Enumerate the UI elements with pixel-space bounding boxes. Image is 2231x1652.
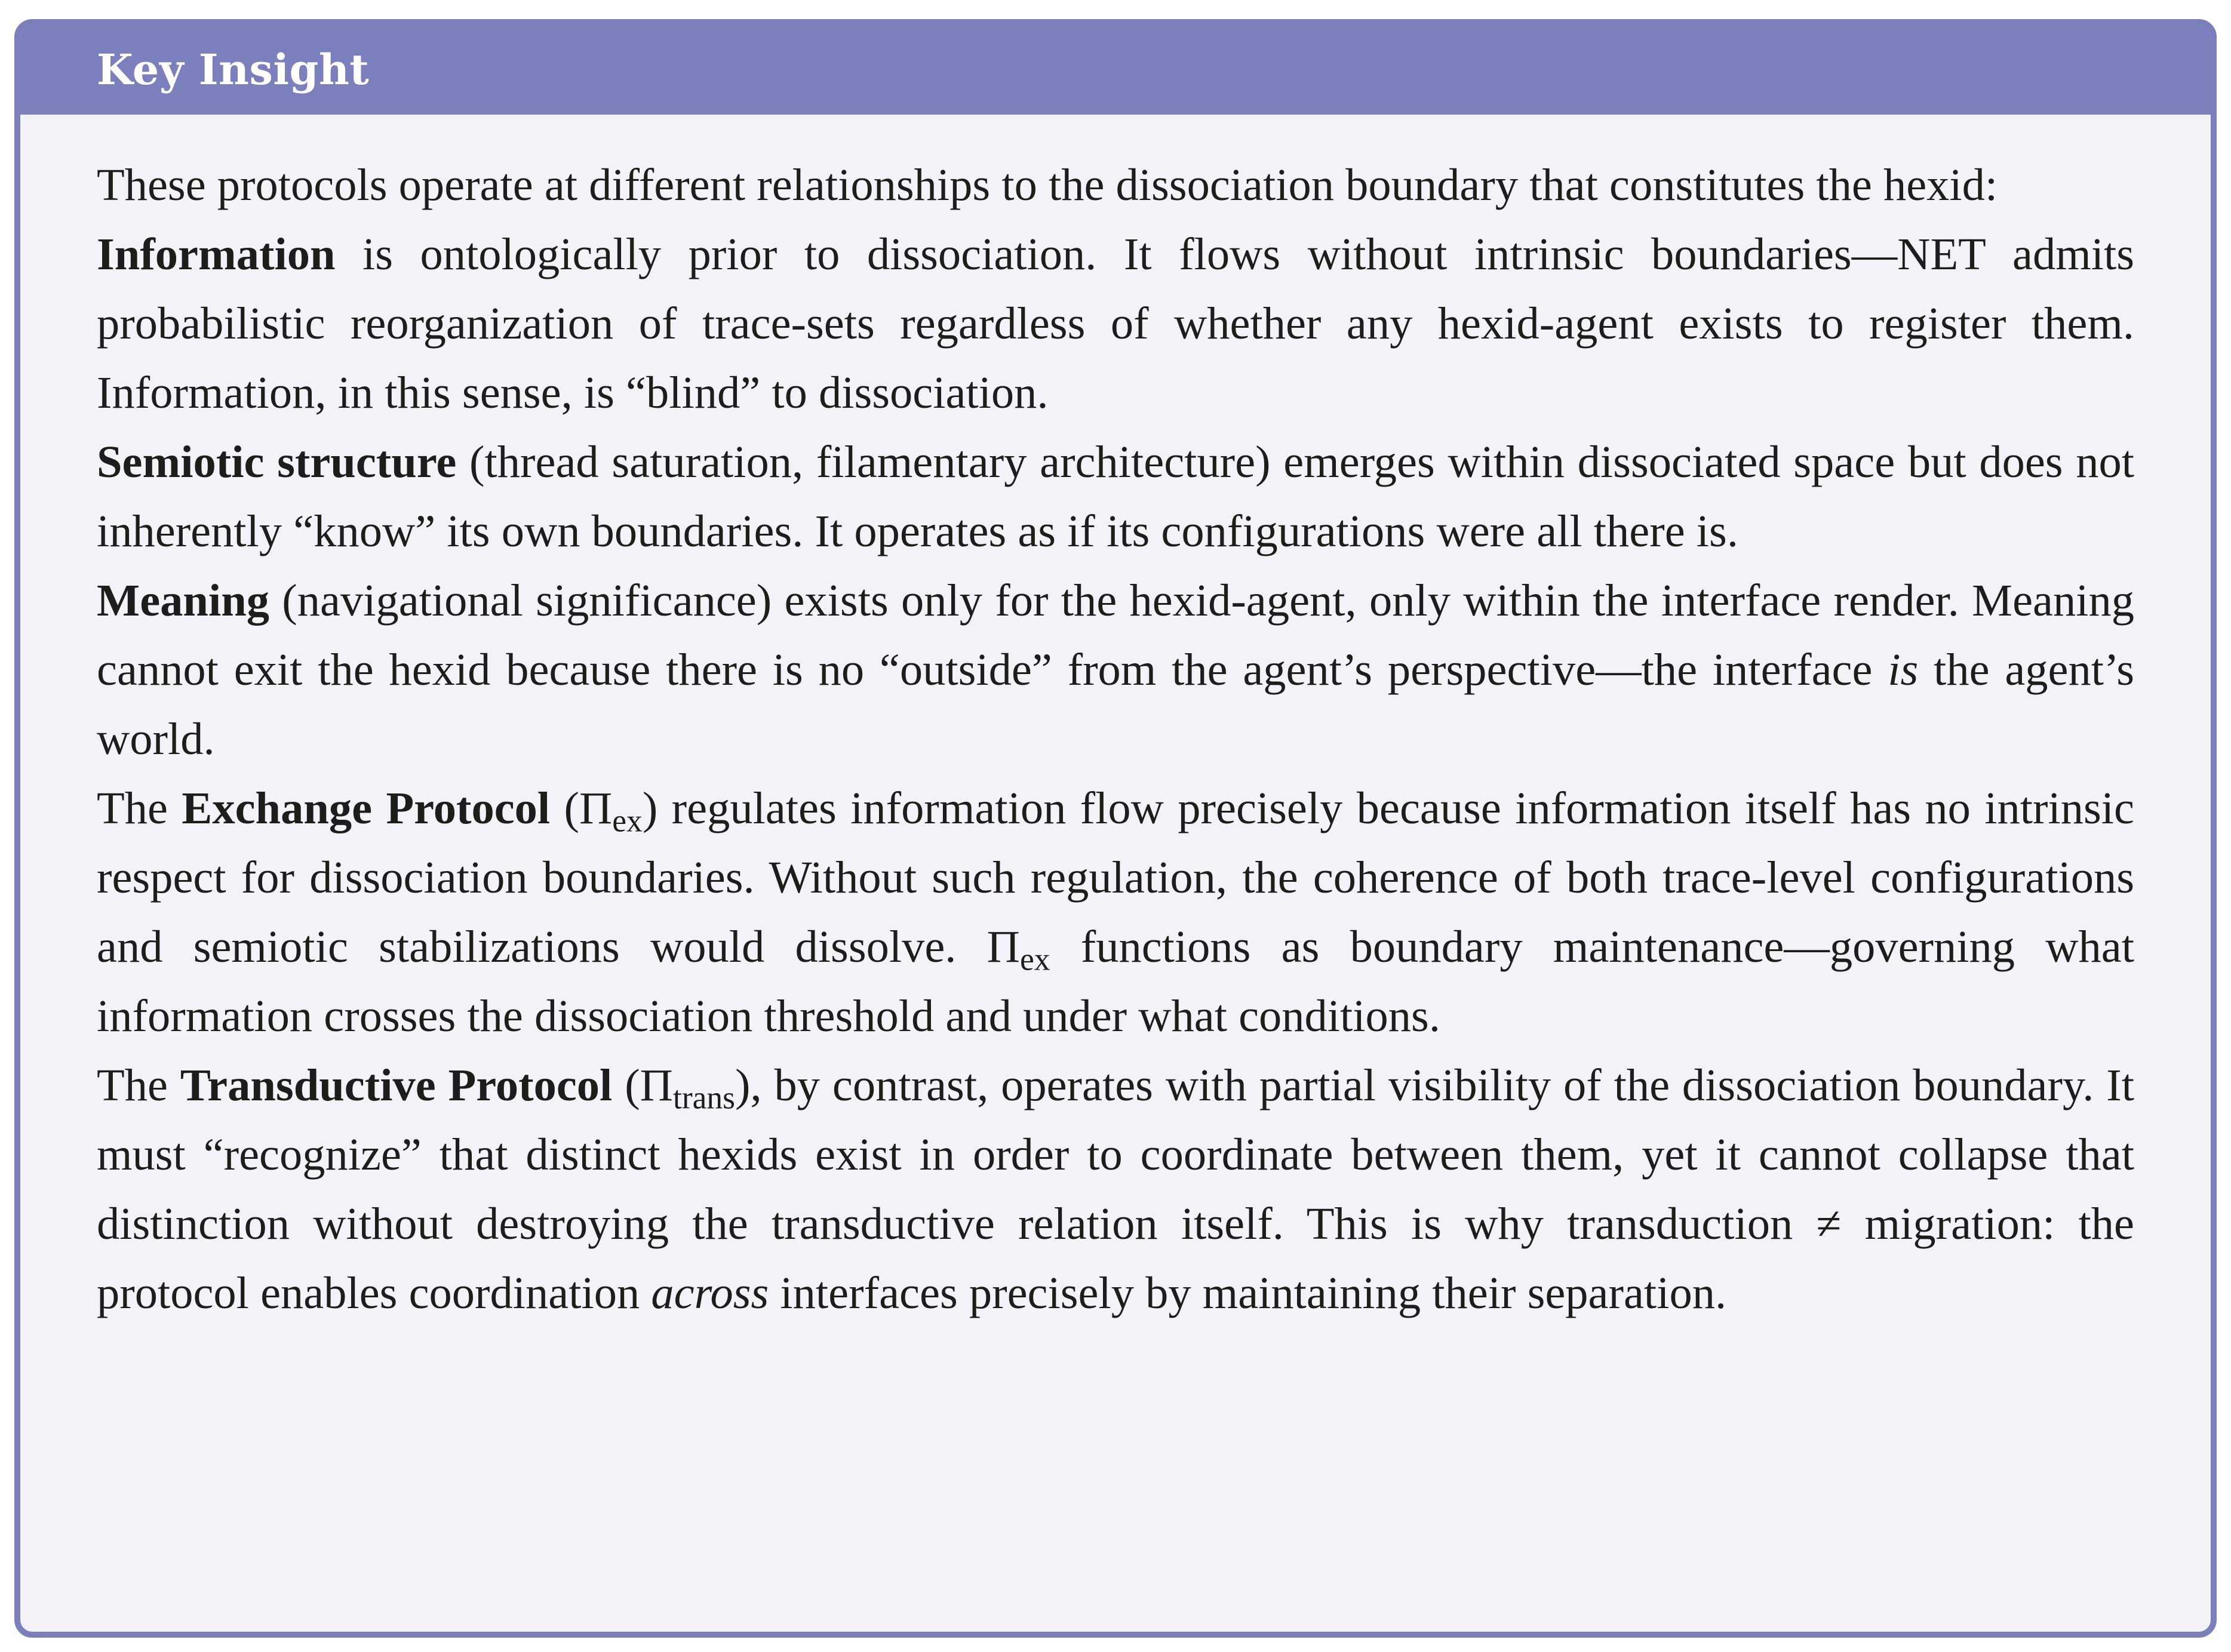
meaning-text-2: the agent’s world. xyxy=(97,644,2135,764)
box-header xyxy=(20,25,2211,115)
term-transductive-protocol: Transductive Protocol xyxy=(180,1060,613,1110)
exchange-text-1: ) regulates information flow precisely because information itself has no intrinsic respect for dissociation boundaries. Without such regulation, the coherence of both trace-level configurations and semiotic stabilizations would dissolve. Π xyxy=(97,783,2134,972)
transductive-open: (Π xyxy=(612,1060,673,1110)
key-insight-box xyxy=(14,19,2217,1638)
box-title: Key Insight xyxy=(97,45,370,94)
exchange-subscript: ex xyxy=(612,802,643,839)
intro-text: These protocols operate at different relationships to the dissociation boundary that constitutes the hexid: xyxy=(97,159,1998,210)
paragraph-exchange-protocol xyxy=(97,774,2134,1051)
paragraph-transductive-protocol xyxy=(97,1051,2134,1328)
exchange-open: (Π xyxy=(550,783,613,833)
transductive-text-2: interfaces precisely by maintaining their separation. xyxy=(769,1268,1727,1318)
exchange-prefix: The xyxy=(97,783,182,833)
term-semiotic-structure: Semiotic structure xyxy=(97,436,457,487)
box-body xyxy=(20,115,2211,1328)
transductive-emphasis: across xyxy=(651,1268,769,1318)
meaning-emphasis: is xyxy=(1888,644,1919,695)
transductive-subscript: trans xyxy=(672,1079,736,1116)
meaning-text-1: (navigational significance) exists only for the hexid-agent, only within the interface render. Meaning cannot exit the hexid because there is no “outside” from the agent’s perspective—the interface xyxy=(97,575,2134,695)
exchange-subscript-2: ex xyxy=(1019,941,1050,977)
paragraph-meaning xyxy=(97,566,2134,774)
semiotic-text: (thread saturation, filamentary architecture) emerges within dissociated space but does not inherently “know” its own boundaries. It operates as if its configurations were all there is. xyxy=(97,436,2134,556)
transductive-prefix: The xyxy=(97,1060,180,1110)
term-exchange-protocol: Exchange Protocol xyxy=(182,783,551,833)
term-information: Information xyxy=(97,229,336,279)
paragraph-semiotic xyxy=(97,427,2134,566)
exchange-text-2: functions as boundary maintenance—governing what information crosses the dissociation threshold and under what conditions. xyxy=(97,921,2134,1041)
information-text: is ontologically prior to dissociation. It flows without intrinsic boundaries—NET admits probabilistic reorganization of trace-sets regardless of whether any hexid-agent exists to register them. Information, in this sense, is “blind” to dissociation. xyxy=(97,229,2134,418)
transductive-text-1: ), by contrast, operates with partial visibility of the dissociation boundary. It must “recognize” that distinct hexids exist in order to coordinate between them, yet it cannot collapse that distinction without destroying the transductive relation itself. This is why transduction ≠ migration: the protocol enables coordination xyxy=(97,1060,2134,1318)
paragraph-intro xyxy=(97,150,2134,220)
term-meaning: Meaning xyxy=(97,575,270,626)
paragraph-information xyxy=(97,220,2134,427)
